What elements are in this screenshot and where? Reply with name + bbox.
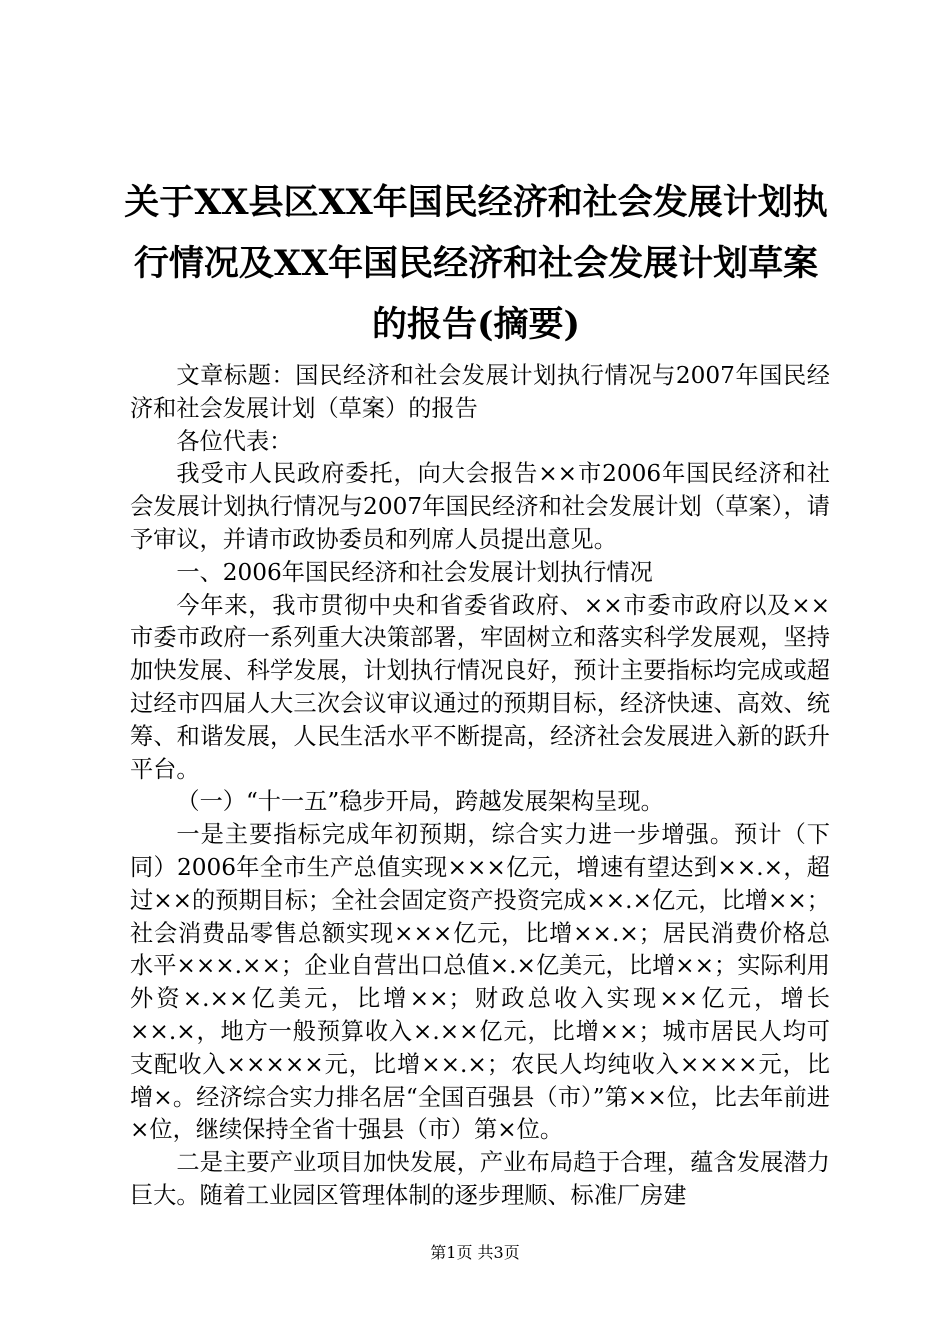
article-title-paragraph: 文章标题：国民经济和社会发展计划执行情况与2007年国民经济和社会发展计划（草案）的报告 [130,362,830,422]
subsection-heading: （一）“十一五”稳步开局，跨越发展架构呈现。 [176,788,664,816]
title-line: 的报告(摘要) [371,304,581,345]
page-footer: 第1页 共3页 [430,1243,520,1262]
body-paragraph: 二是主要产业项目加快发展，产业布局趋于合理，蕴含发展潜力巨大。随着工业园区管理体制的逐步理顺、标准厂房建 [130,1149,830,1209]
intro-paragraph: 我受市人民政府委托，向大会报告××市2006年国民经济和社会发展计划执行情况与2007年国民经济和社会发展计划（草案），请予审议，并请市政协委员和列席人员提出意见。 [130,460,830,553]
title-line: 行情况及XX年国民经济和社会发展计划草案 [133,243,819,284]
document-body [130,360,830,1213]
body-paragraph: 一是主要指标完成年初预期，综合实力进一步增强。预计（下同）2006年全市生产总值实现×××亿元，增速有望达到××.×，超过××的预期目标；全社会固定资产投资完成××.×亿元，比增××；社会消费品零售总额实现×××亿元，比增××.×；居民消费价格总水平×××.××；企业自营出口总值×.×亿美元，比增××；实际利用外资×.××亿美元，比增××；财政总收入实现××亿元，增长××.×，地方一般预算收入×.××亿元，比增××；城市居民人均可支配收入×××××元，比增××.×；农民人均纯收入××××元，比增×。经济综合实力排名居“全国百强县（市）”第××位，比去年前进×位，继续保持全省十强县（市）第×位。 [130,821,830,1144]
title-line: 关于XX县区XX年国民经济和社会发展计划执 [124,182,828,223]
salutation-paragraph: 各位代表： [176,427,293,455]
document-title [120,172,832,355]
section-heading: 一、2006年国民经济和社会发展计划执行情况 [176,558,653,586]
body-paragraph: 今年来，我市贯彻中央和省委省政府、××市委市政府以及××市委市政府一系列重大决策部署，牢固树立和落实科学发展观，坚持加快发展、科学发展，计划执行情况良好，预计主要指标均完成或超过经市四届人大三次会议审议通过的预期目标，经济快速、高效、统筹、和谐发展，人民生活水平不断提高，经济社会发展进入新的跃升平台。 [130,591,830,783]
